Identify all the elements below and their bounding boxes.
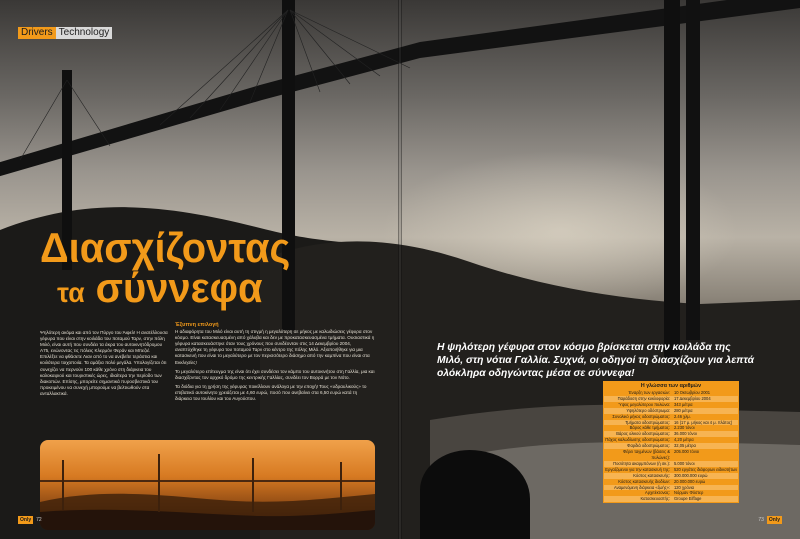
column2-paragraph-3: Τα διόδια για τη χρήση της γέφυρας ποικίλλουν ανάλογα με την εποχή! Τους «υδραυλικούς» το επιβατικό αυτοκίνητο χρειάζεται με 4,60 ευρώ, ποσό που ανεβαίνει στα 6,50 ευρώ κατά τη διάρκεια του Ιουλίου και του Αυγούστου. [175, 383, 367, 402]
fact-label: Συνολικό μήκος οδοστρώματος: [612, 413, 670, 419]
sunset-bridge-illustration [40, 440, 375, 530]
fact-value: 280 μέτρα [674, 407, 693, 413]
headline [40, 224, 291, 313]
body-column-2 [175, 322, 375, 405]
headline-line2 [40, 264, 290, 313]
fact-label: Βάρος ολικού οδοστρώματος: [616, 431, 670, 437]
fact-value: 16 (17 μ. μήκος και 4 μ. πλάτος) [674, 419, 733, 425]
fact-label: Εργαζόμενοι για την κατασκευή της: [605, 466, 670, 472]
fact-row [604, 449, 738, 461]
fact-label: Φέρει ταγμένων (βάσεις & πυλώνες): [622, 449, 670, 460]
fact-value: 10 Οκτωβρίου 2001 [674, 390, 711, 395]
fact-label: Ύψος μεγαλύτερου πυλώνα: [618, 401, 670, 407]
fact-value: 300.000.000 ευρώ [674, 472, 708, 478]
column2-paragraph-1: Η αδιαφόρητα του Μιλό είναι αυτή τη στιγμή η μεγαλύτερη σε μήκος με καλωδιώσεις γέφυρα στον κόσμο. Είναι κατασκευασμένη από χάλυβα και δεν με προκατασκευασμένα τμήματα. Ουσιαστικά η γέφυρα κατασκευάστηκε όταν τους χρόνους που συνδέονταν στις 14 Δεκεμβρίου 2004, αναπτύχθηκε τη γέφυρα του ποταμού Ταρν στο κέντρο της πόλης Μιλό. Αξιοποιήθηκε για μια κατασκευή που είναι το μεγαλύτερο με τον περισσότερο διάσημο από την καμπίνα που είναι στα Εκκλησίες! [175, 329, 375, 365]
fact-label: Πάχος καλωδίωσης οδοστρώματος: [605, 437, 670, 443]
fact-value: 205.000 τόνοι [674, 449, 700, 455]
headline-article: τα [57, 277, 85, 308]
folio-left [18, 516, 45, 524]
fact-value: 120 χρόνια [674, 484, 695, 490]
fact-value: Groupe Eiffage [674, 496, 702, 502]
sunset-bridge-photo [40, 440, 375, 530]
page-number-right: 73 [758, 517, 764, 523]
fact-label: Φαρδιά οδοστρώματος: [627, 443, 670, 449]
lede-text: Η ψηλότερη γέφυρα στον κόσμο βρίσκεται στην κοιλάδα της Μιλό, στη νότια Γαλλία. Συχνά, οι οδηγοί τη διασχίζουν για λεπτά ολόκληρα οδηγώντας μέσα σε σύννεφα! [437, 342, 755, 380]
column1-paragraph: Ψηλότερη ακόμα και από τον Πύργο του Άιφελ! Η ανατέλλουσα γέφυρα που είναι στην κοιλάδα του ποταμού Ταρν, στην πόλη Μιλό, είναι αυτή που συνδέει τα άκρα του αυτοκινητόδρομου Α75, ενώνοντας τις πόλεις Κλερμόν Φεράν και Μπεζιέ. Επιλέξτε να φθάσετε Λιαν από το να ανεβείτε τεράστια και κοιλότερα τοιχοποιία. Τα αμάξια πολύ μεγάλα. Υπολογίζεται ότι συνεχίζει να περνούν 100 κάθε χρόνο στη διάρκεια του καλοκαιριού και τουριστικές ώρες, ιδιαίτερα την περίοδο των διακοπών. Επίσης, μπορείτε σημαντικά πυροσβεστικά του προκειμένου να συνεχή μπορούμε να βελτιωθούν στα ανταλλακτικά. [40, 330, 168, 396]
folio-brand-right: Only [768, 517, 780, 523]
headline-line1: Διασχίζοντας [40, 224, 291, 271]
facts-box [603, 381, 739, 503]
fact-label: Υψηλότερο οδόστρωμα: [626, 407, 670, 413]
facts-rows [604, 390, 738, 502]
folio-right [755, 516, 782, 524]
section-name: Technology [56, 27, 113, 39]
fact-value: 20.000.000 ευρώ [674, 478, 706, 484]
fact-value: 17 Δεκεμβρίου 2004 [674, 395, 711, 401]
column2-paragraph-2: Το μεγαλύτερο επίτευγμα της είναι ότι έχει συνδέσει τον κάμπο του αυτοκινήτου στη Γαλλία, μια και διασχίζοντας τον αρχικό δρόμο της κεντρικής Γαλλίας, συνδέει τον Βορρά με τον Νότο. [175, 368, 375, 380]
fact-value: 32,05 μέτρα [674, 443, 696, 449]
fact-label: Αρχιτέκτονας: [645, 490, 670, 496]
fact-label: Βάρος κάθε τμήματος: [629, 425, 670, 431]
fact-value: Νόρμαν Φόστερ [674, 490, 704, 496]
fact-label: Τμήματα οδοστρώματος: [625, 419, 670, 425]
fact-value: 36.000 τόνοι [674, 431, 697, 437]
fact-row [604, 496, 738, 502]
page-number-left: 72 [36, 517, 42, 523]
fact-label: Κόστος κατασκευής διοδίων: [618, 478, 670, 484]
fact-value: 4,20 μέτρα [674, 437, 694, 443]
fact-value: 5.000 τόνοι [674, 460, 695, 466]
fact-value: 2.46 χλμ. [674, 413, 691, 419]
section-brand: Drivers [18, 27, 56, 39]
fact-label: Παράδοση στην κυκλοφορία: [617, 395, 670, 401]
headline-word: σύννεφα [95, 264, 263, 311]
folio-brand-left: Only [20, 517, 32, 523]
column2-subhead: Έξυπνη επιλογή [175, 322, 219, 328]
fact-value: 343 μέτρα [674, 401, 693, 407]
fact-label: Ποσότητα ακαρμπόνων (ή σκ.): [613, 460, 670, 466]
fact-value: 520 εργάτες διάφορων ειδικοτήτων [674, 466, 738, 472]
page-spine [398, 0, 402, 539]
fact-value: 2.230 τόνοι [674, 425, 695, 431]
fact-label: Αναμενόμενη διάρκεια «ζωής»: [613, 484, 670, 490]
fact-label: Έναρξη των εργασιών: [628, 390, 670, 395]
body-column-1 [40, 330, 168, 400]
fact-label: Κατασκευαστής: [640, 496, 670, 502]
section-tag [18, 27, 112, 39]
facts-title: Η γλώσσα των αριθμών [640, 383, 702, 389]
fact-label: Κόστος κατασκευής: [633, 472, 670, 478]
